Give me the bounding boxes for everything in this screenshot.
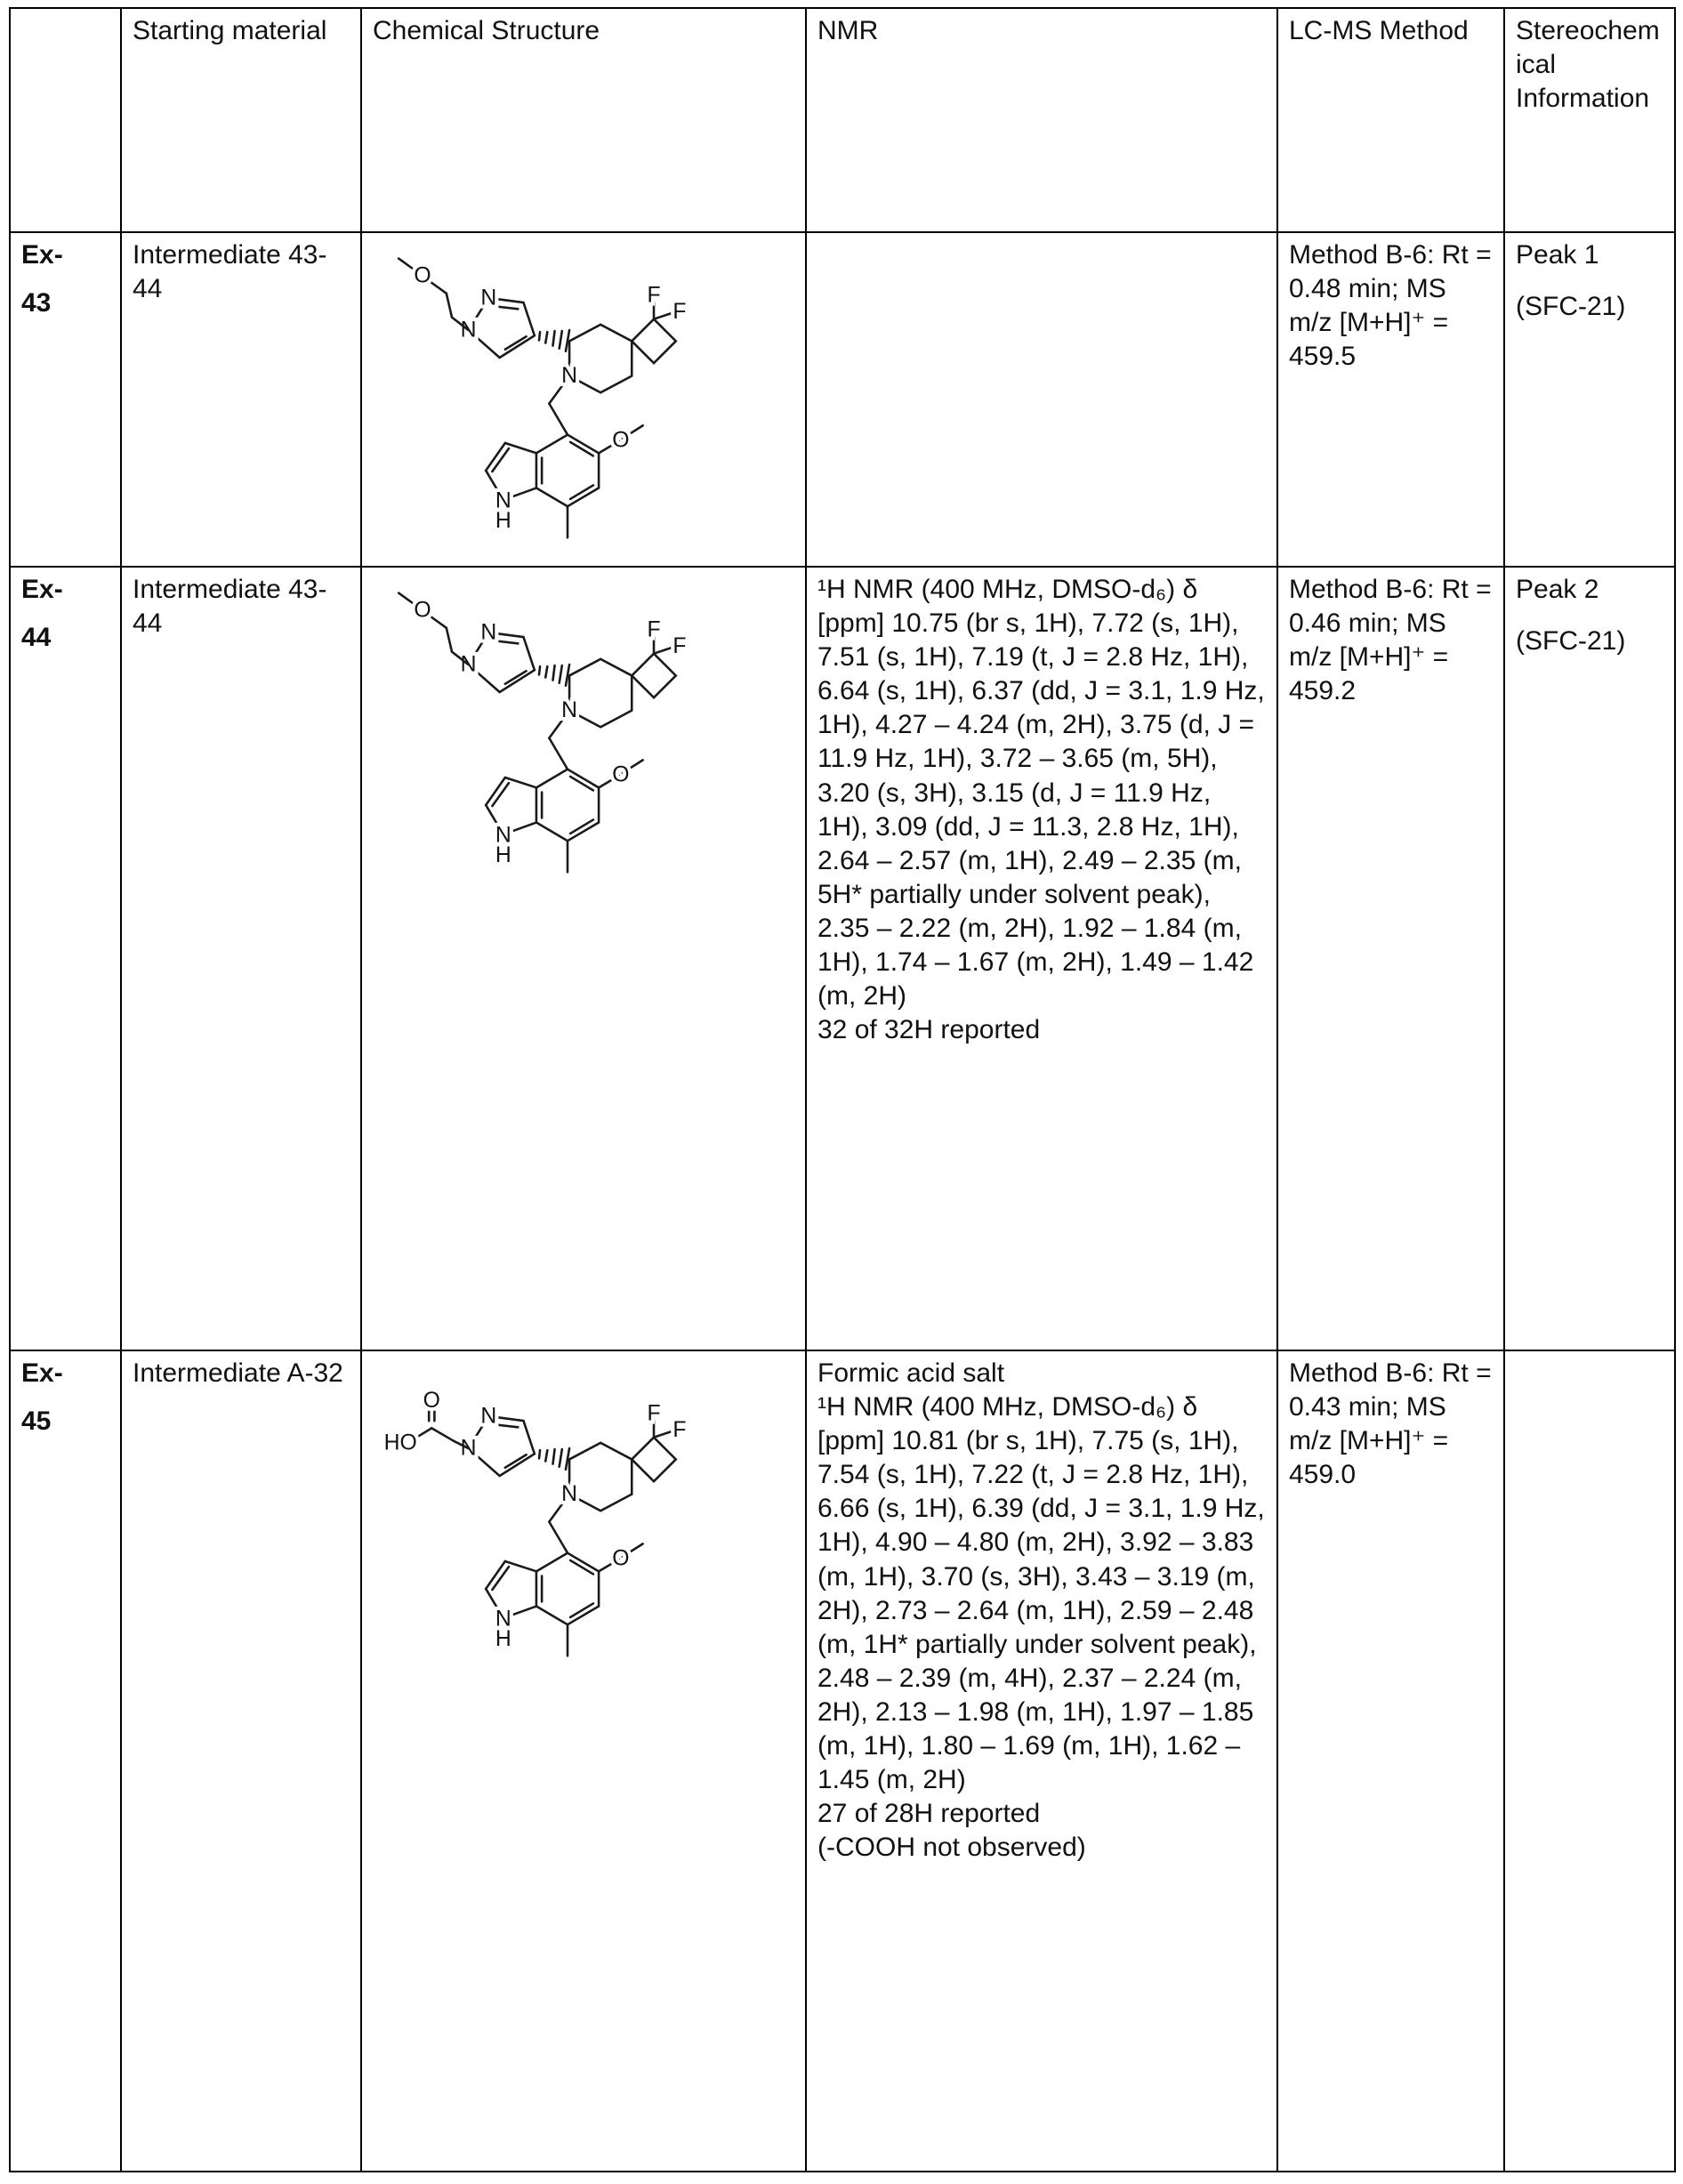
nmr-cell [806, 232, 1277, 567]
header-chemical-structure: Chemical Structure [361, 8, 806, 232]
chemical-structure-cell [361, 1350, 806, 2172]
chemical-structure-ex45-drawing [373, 1360, 704, 1677]
nmr-text: ¹H NMR (400 MHz, DMSO-d₆) δ [ppm] 10.75 (br s, 1H), 7.72 (s, 1H), 7.51 (s, 1H), 7.19 (t, J = 2.8 Hz, 1H), 6.64 (s, 1H), 6.37 (dd, J = 3.1, 1.9 Hz, 1H), 4.27 – 4.24 (m, 2H), 3.75 (d, J = 11.9 Hz, 1H), 3.72 – 3.65 (m, 5H), 3.20 (s, 3H), 3.15 (d, J = 11.9 Hz, 1H), 3.09 (dd, J = 11.3, 2.8 Hz, 1H), 2.64 – 2.57 (m, 1H), 2.49 – 2.35 (m, 5H* partially under solvent peak), 2.35 – 2.22 (m, 2H), 1.92 – 1.84 (m, 1H), 1.74 – 1.67 (m, 2H), 1.49 – 1.42 (m, 2H) [817, 575, 1265, 1011]
example-id-cell [10, 232, 121, 567]
header-id [10, 8, 121, 232]
nmr-salt-form: Formic acid salt [817, 1358, 1005, 1388]
nmr-protons-reported: 32 of 32H reported [817, 1015, 1041, 1045]
example-id-line1: Ex- [21, 575, 63, 604]
starting-material-cell [121, 1350, 361, 2172]
stereo-sfc-text: (SFC-21) [1516, 626, 1626, 657]
table-row-ex44 [10, 567, 1675, 1350]
nmr-cell [806, 1350, 1277, 2172]
examples-table [9, 7, 1676, 2172]
header-starting-material: Starting material [121, 8, 361, 232]
example-id-line2: 44 [21, 623, 52, 653]
starting-material-cell [121, 567, 361, 1350]
example-id-cell [10, 1350, 121, 2172]
example-id-line2: 45 [21, 1406, 52, 1437]
table-row-ex45 [10, 1350, 1675, 2172]
stereo-sfc-text: (SFC-21) [1516, 292, 1626, 322]
lcms-text: Method B-6: Rt = 0.46 min; MS m/z [M+H]⁺ = 459.2 [1289, 575, 1492, 706]
example-id-line2: 43 [21, 288, 52, 318]
example-id-line1: Ex- [21, 1358, 63, 1388]
header-stereochemical-information: Stereochemical Information [1504, 8, 1675, 232]
starting-material-cell [121, 232, 361, 567]
chemical-structure-ex43-drawing [373, 242, 704, 559]
nmr-text: ¹H NMR (400 MHz, DMSO-d₆) δ [ppm] 10.81 (br s, 1H), 7.75 (s, 1H), 7.54 (s, 1H), 7.22 (t, J = 2.8 Hz, 1H), 6.66 (s, 1H), 6.39 (dd, J = 3.1, 1.9 Hz, 1H), 4.90 – 4.80 (m, 2H), 3.92 – 3.83 (m, 1H), 3.70 (s, 3H), 3.43 – 3.19 (m, 2H), 2.73 – 2.64 (m, 1H), 2.59 – 2.48 (m, 1H* partially under solvent peak), 2.48 – 2.39 (m, 4H), 2.37 – 2.24 (m, 2H), 2.13 – 1.98 (m, 1H), 1.97 – 1.85 (m, 1H), 1.80 – 1.69 (m, 1H), 1.62 – 1.45 (m, 2H) [817, 1392, 1265, 1795]
lcms-cell [1277, 567, 1504, 1350]
nmr-cooh-note: (-COOH not observed) [817, 1833, 1086, 1863]
header-lcms-method: LC-MS Method [1277, 8, 1504, 232]
header-row [10, 8, 1675, 232]
lcms-text: Method B-6: Rt = 0.48 min; MS m/z [M+H]⁺ = 459.5 [1289, 240, 1492, 372]
example-id-cell [10, 567, 121, 1350]
header-nmr: NMR [806, 8, 1277, 232]
stereo-peak-text: Peak 2 [1516, 575, 1599, 604]
nmr-protons-reported: 27 of 28H reported [817, 1799, 1041, 1829]
chemical-structure-cell [361, 567, 806, 1350]
starting-material-text: Intermediate 43-44 [133, 240, 327, 304]
chemical-structure-cell [361, 232, 806, 567]
stereo-peak-text: Peak 1 [1516, 240, 1599, 270]
starting-material-text: Intermediate A-32 [133, 1358, 343, 1388]
lcms-cell [1277, 1350, 1504, 2172]
table-row-ex43 [10, 232, 1675, 567]
stereo-cell [1504, 567, 1675, 1350]
lcms-text: Method B-6: Rt = 0.43 min; MS m/z [M+H]⁺ = 459.0 [1289, 1358, 1492, 1490]
stereo-cell [1504, 232, 1675, 567]
lcms-cell [1277, 232, 1504, 567]
nmr-cell [806, 567, 1277, 1350]
stereo-cell [1504, 1350, 1675, 2172]
example-id-line1: Ex- [21, 240, 63, 270]
starting-material-text: Intermediate 43-44 [133, 575, 327, 639]
chemical-structure-ex44-drawing [373, 576, 704, 893]
